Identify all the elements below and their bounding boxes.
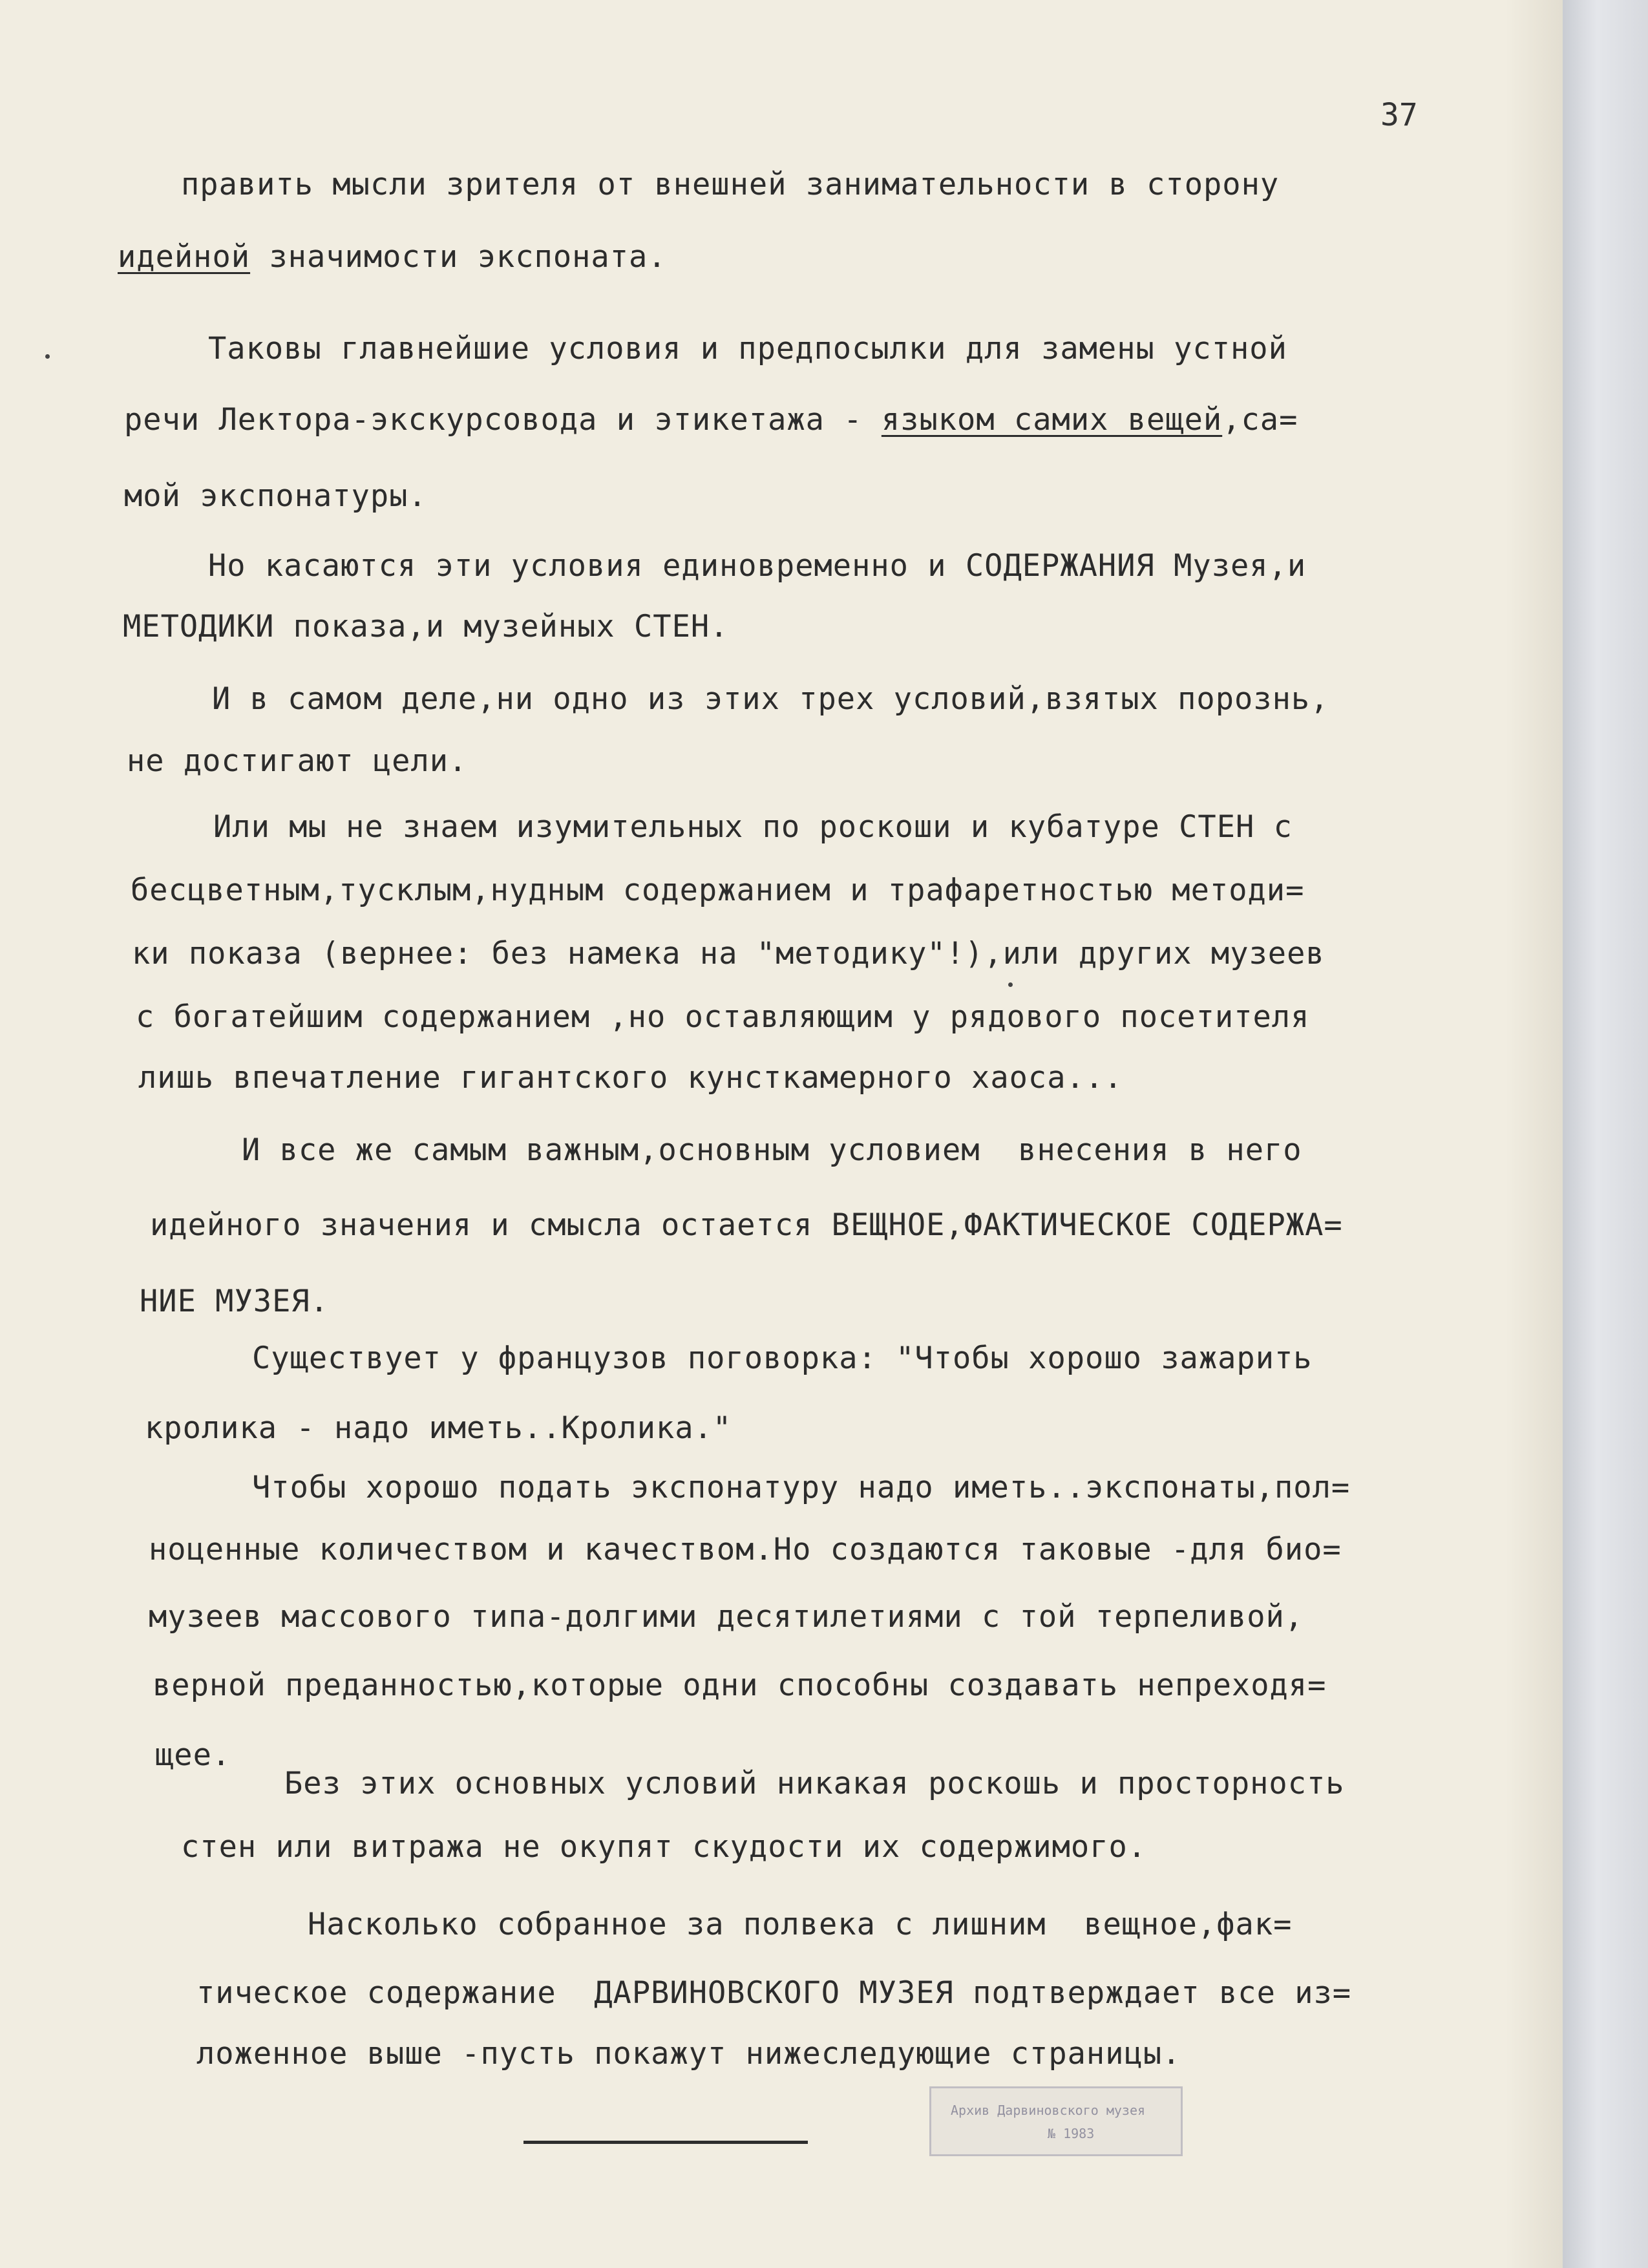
text-line-16: идейного значения и смысла остается ВЕЩНОЕ,ФАКТИЧЕСКОЕ СОДЕРЖА= bbox=[150, 1207, 1343, 1243]
text-line-23: верной преданностью,которые одни способны создавать непреходя= bbox=[153, 1668, 1327, 1703]
text-line-9: не достигают цели. bbox=[127, 743, 468, 779]
page-fold-shadow bbox=[1506, 0, 1563, 2268]
text-line-25: Без этих основных условий никакая роскошь и просторность bbox=[284, 1766, 1345, 1801]
closing-rule bbox=[523, 2141, 808, 2144]
text-line-19: кролика - надо иметь..Кролика." bbox=[145, 1410, 732, 1446]
text-line-11: бесцветным,тусклым,нудным содержанием и трафаретностью методи= bbox=[131, 873, 1305, 908]
underlined-phrase-yazykom: языком самих вещей bbox=[881, 402, 1223, 438]
text-line-12: ки показа (вернее: без намека на "методику"!),или других музеев bbox=[132, 936, 1325, 971]
text-line-2 bbox=[118, 239, 667, 275]
text-line-29: ложенное выше -пусть покажут нижеследующие страницы. bbox=[196, 2036, 1181, 2072]
text-line-10: Или мы не знаем изумительных по роскоши и кубатуре СТЕН с bbox=[213, 809, 1293, 845]
text-line-8: И в самом деле,ни одно из этих трех условий,взятых порознь, bbox=[212, 681, 1329, 717]
ink-speck bbox=[1008, 982, 1013, 987]
archive-stamp-line-1: Архив Дарвиновского музея bbox=[951, 2103, 1146, 2118]
text-line-5: мой экспонатуры. bbox=[124, 478, 427, 514]
text-line-7: МЕТОДИКИ показа,и музейных СТЕН. bbox=[123, 609, 729, 644]
text-line-1: править мысли зрителя от внешней занимательности в сторону bbox=[181, 167, 1280, 202]
text-line-17: НИЕ МУЗЕЯ. bbox=[140, 1284, 329, 1319]
text-line-4 bbox=[124, 402, 1298, 438]
text-line-22: музеев массового типа-долгими десятилетиями с той терпеливой, bbox=[149, 1599, 1304, 1635]
text-line-26: стен или витража не окупят скудости их содержимого. bbox=[181, 1829, 1147, 1865]
text-line-20: Чтобы хорошо подать экспонатуру надо иметь..экспонаты,пол= bbox=[252, 1470, 1351, 1505]
archive-stamp bbox=[929, 2086, 1183, 2156]
text-line-24: щее. bbox=[155, 1737, 231, 1773]
text-line-3: Таковы главнейшие условия и предпосылки для замены устной bbox=[208, 331, 1287, 366]
scan-background-edge bbox=[1563, 0, 1648, 2268]
text-line-15: И все же самым важным,основным условием внесения в него bbox=[242, 1132, 1302, 1168]
text-line-28: тическое содержание ДАРВИНОВСКОГО МУЗЕЯ подтверждает все из= bbox=[196, 1975, 1352, 2011]
text-line-4-end: ,са= bbox=[1222, 402, 1298, 438]
text-line-27: Насколько собранное за полвека с лишним вещное,фак= bbox=[308, 1907, 1293, 1942]
archive-stamp-line-2: № 1983 bbox=[1048, 2126, 1095, 2141]
text-line-6: Но касаются эти условия единовременно и СОДЕРЖАНИЯ Музея,и bbox=[208, 548, 1307, 584]
text-line-2-rest: значимости экспоната. bbox=[269, 239, 667, 275]
page-number: 37 bbox=[1380, 97, 1418, 133]
ink-speck bbox=[45, 354, 50, 359]
text-line-21: ноценные количеством и качеством.Но создаются таковые -для био= bbox=[149, 1532, 1342, 1567]
text-line-13: с богатейшим содержанием ,но оставляющим у рядового посетителя bbox=[136, 999, 1310, 1035]
underlined-word-ideynoy: идейной bbox=[118, 239, 251, 275]
text-line-18: Существует у французов поговорка: "Чтобы хорошо зажарить bbox=[252, 1341, 1313, 1376]
text-line-4-start: речи Лектора-экскурсовода и этикетажа - bbox=[124, 402, 882, 438]
text-line-14: лишь впечатление гигантского кунсткамерного хаоса... bbox=[138, 1060, 1123, 1096]
